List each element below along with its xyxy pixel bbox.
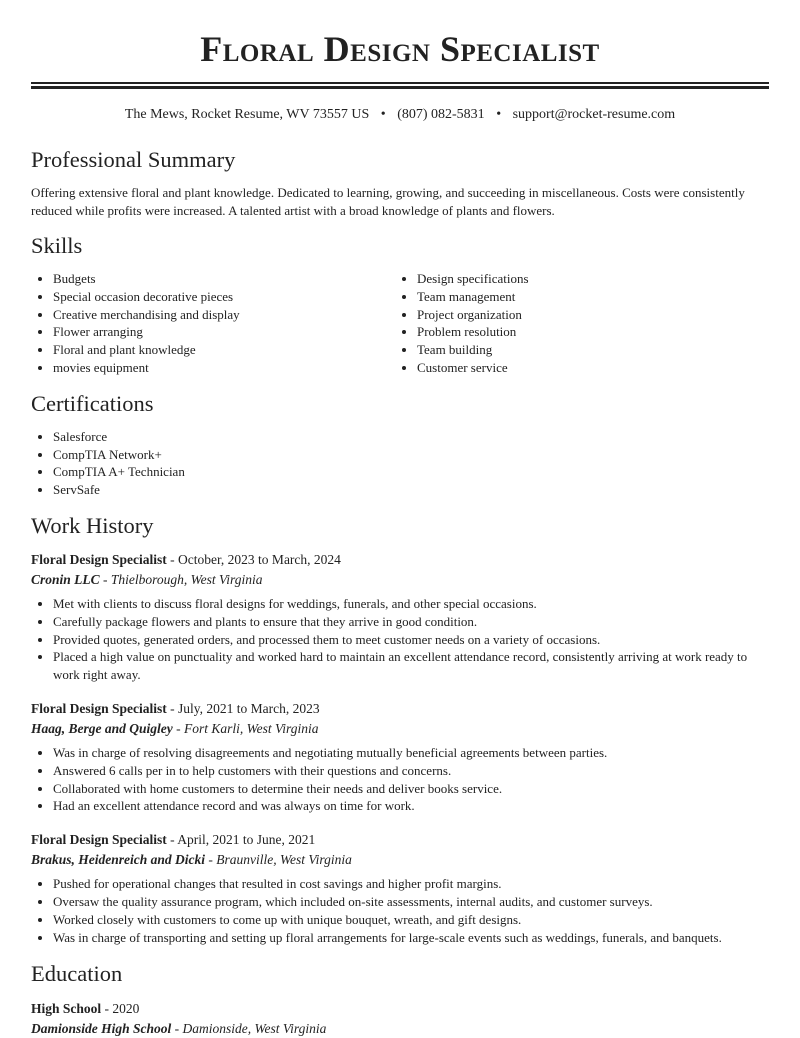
job-company-line xyxy=(31,719,769,738)
job-location: - Braunville, West Virginia xyxy=(205,852,352,868)
summary-section xyxy=(31,146,769,220)
section-heading-summary: Professional Summary xyxy=(31,147,236,172)
list-item: • Oversaw the quality assurance program, which included on-site assessments, internal audits, and customer surveys. xyxy=(53,893,769,911)
list-item: • Worked closely with customers to come up with unique bouquet, wreath, and gift designs. xyxy=(53,911,769,929)
job-title: Floral Design Specialist xyxy=(31,832,167,848)
list-item: • Provided quotes, generated orders, and processed them to meet customer needs on a variety of occasions. xyxy=(53,631,769,649)
job-dates: - April, 2021 to June, 2021 xyxy=(166,832,316,848)
job-header xyxy=(31,550,769,569)
list-item: • Placed a high value on punctuality and worked hard to maintain an excellent attendance record, consistently arriving at work ready to work right away. xyxy=(53,648,769,684)
job-entry xyxy=(31,550,769,684)
list-item: • CompTIA A+ Technician xyxy=(53,463,769,481)
contact-address: The Mews, Rocket Resume, WV 73557 US xyxy=(124,107,370,122)
education-school-line xyxy=(31,1019,769,1038)
work-section xyxy=(31,512,769,946)
contact-line xyxy=(31,105,769,125)
job-header xyxy=(31,699,769,718)
list-item: • CompTIA Network+ xyxy=(53,446,769,464)
job-bullets xyxy=(31,744,769,815)
education-degree: High School xyxy=(31,1001,102,1017)
section-heading-certifications: Certifications xyxy=(31,390,154,416)
section-heading-education: Education xyxy=(31,961,123,987)
list-item: • Answered 6 calls per in to help customers with their questions and concerns. xyxy=(53,762,769,780)
certifications-list xyxy=(31,428,769,499)
job-dates: - July, 2021 to March, 2023 xyxy=(166,700,320,716)
skills-column-left xyxy=(31,270,395,377)
list-item: • Had an excellent attendance record and was always on time for work. xyxy=(53,797,769,815)
list-item: • Floral and plant knowledge xyxy=(53,341,395,359)
list-item: • Met with clients to discuss floral designs for weddings, funerals, and other special occasions. xyxy=(53,595,769,613)
job-company: Haag, Berge and Quigley xyxy=(31,720,173,736)
job-location: - Fort Karli, West Virginia xyxy=(172,720,319,736)
section-heading-work: Work History xyxy=(31,512,154,538)
list-item: • Salesforce xyxy=(53,428,769,446)
job-title: Floral Design Specialist xyxy=(31,700,167,716)
job-header xyxy=(31,830,769,849)
summary-text: Offering extensive floral and plant knowledge. Dedicated to learning, growing, and succeeding in miscellaneous. Costs were consistently reduced while profits were increased. A talented artist with a broad knowledge of plants and flowers. xyxy=(31,185,745,218)
list-item: • Was in charge of resolving disagreements and negotiating mutually beneficial agreements between parties. xyxy=(53,744,769,762)
list-item: • Pushed for operational changes that resulted in cost savings and higher profit margins. xyxy=(53,875,769,893)
list-item: • Collaborated with home customers to determine their needs and deliver books service. xyxy=(53,780,769,798)
list-item: • Design specifications xyxy=(417,270,759,288)
list-item: • Project organization xyxy=(417,306,759,324)
list-item: • Flower arranging xyxy=(53,323,395,341)
education-year: - 2020 xyxy=(101,1001,140,1017)
section-heading-skills: Skills xyxy=(31,233,83,258)
job-company-line xyxy=(31,850,769,869)
skills-section xyxy=(31,232,769,377)
list-item: • Team building xyxy=(417,341,759,359)
job-entry xyxy=(31,699,769,815)
list-item: • Special occasion decorative pieces xyxy=(53,288,395,306)
contact-email[interactable]: support@rocket-resume.com xyxy=(512,107,676,122)
job-location: - Thielborough, West Virginia xyxy=(99,571,263,587)
education-section xyxy=(31,960,769,1038)
education-school: Damionside High School xyxy=(31,1021,172,1037)
contact-phone: (807) 082-5831 xyxy=(397,107,485,122)
title-rule-thick xyxy=(31,86,769,89)
list-item: • Problem resolution xyxy=(417,323,759,341)
job-bullets xyxy=(31,875,769,946)
job-company-line xyxy=(31,570,769,589)
skills-column-right xyxy=(395,270,759,377)
education-location: - Damionside, West Virginia xyxy=(171,1021,327,1037)
skills-grid xyxy=(31,270,769,377)
job-company: Brakus, Heidenreich and Dicki xyxy=(31,852,206,868)
list-item: • movies equipment xyxy=(53,359,395,377)
certifications-section xyxy=(31,390,769,499)
list-item: • Customer service xyxy=(417,359,759,377)
job-dates: - October, 2023 to March, 2024 xyxy=(166,551,341,567)
bullet-separator: • xyxy=(380,107,386,122)
skills-list-right xyxy=(395,270,759,377)
list-item: • Team management xyxy=(417,288,759,306)
job-company: Cronin LLC xyxy=(31,571,100,587)
list-item: • Budgets xyxy=(53,270,395,288)
title-rule-thin xyxy=(31,82,769,84)
list-item: • Carefully package flowers and plants to ensure that they arrive in good condition. xyxy=(53,613,769,631)
education-header xyxy=(31,999,769,1018)
skills-list-left xyxy=(31,270,395,377)
bullet-separator: • xyxy=(496,107,502,122)
job-entry xyxy=(31,830,769,946)
list-item: • ServSafe xyxy=(53,481,769,499)
list-item: • Creative merchandising and display xyxy=(53,306,395,324)
job-bullets xyxy=(31,595,769,684)
job-title: Floral Design Specialist xyxy=(31,551,167,567)
resume-title: Floral Design Specialist xyxy=(200,29,600,69)
list-item: • Was in charge of transporting and setting up floral arrangements for large-scale events such as weddings, funerals, and banquets. xyxy=(53,929,769,947)
